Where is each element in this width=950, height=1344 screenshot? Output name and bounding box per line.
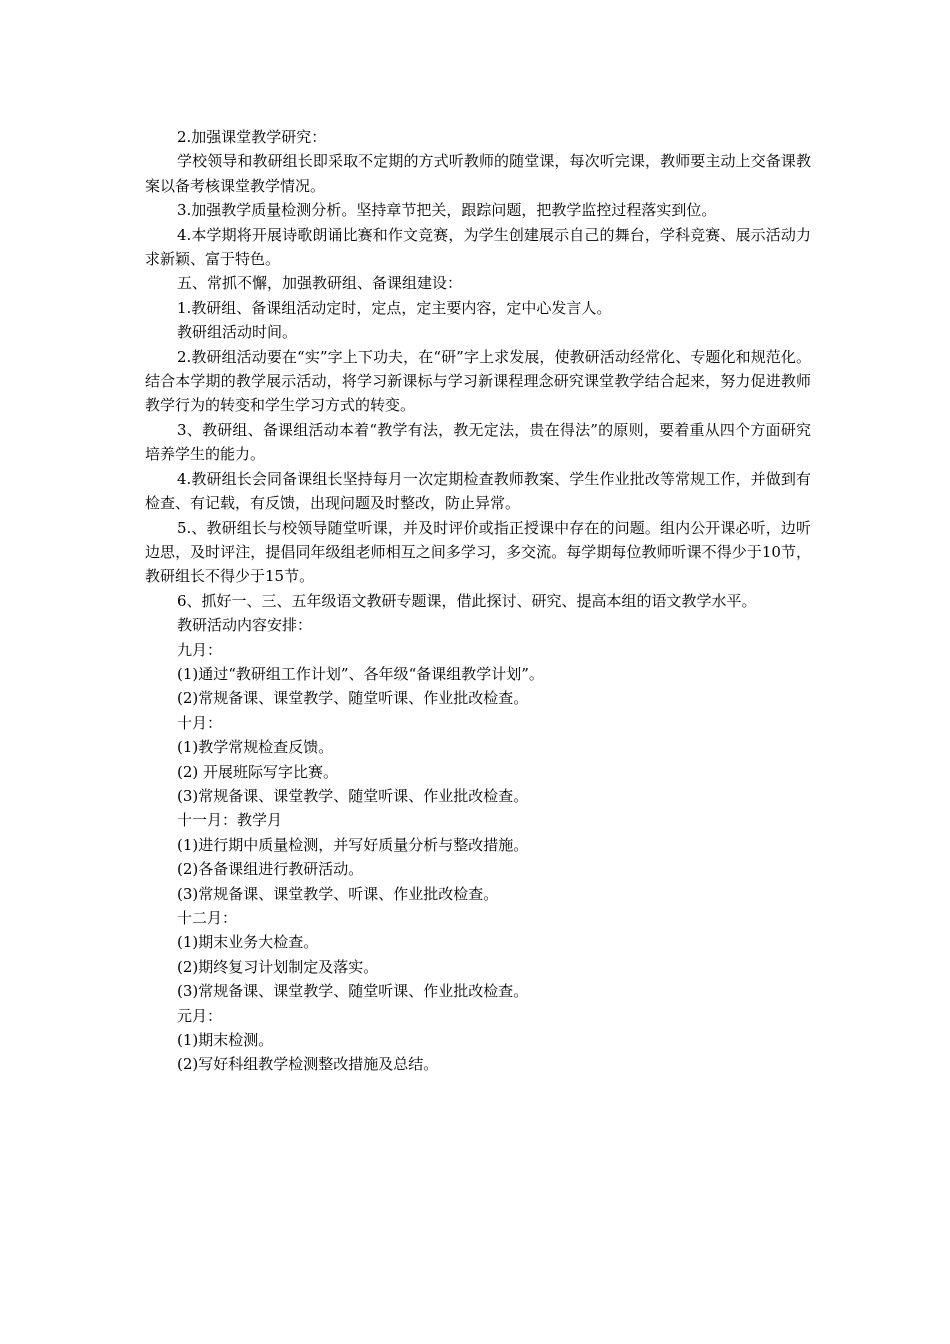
month-heading: 元月： <box>177 1006 223 1025</box>
body-paragraph: 4.教研组长会同备课组长坚持每月一次定期检查教师教案、学生作业批改等常规工作，并做到有检查、有记载，有反馈，出现问题及时整改，防止异常。 <box>145 469 811 513</box>
month-heading: 九月： <box>177 640 223 659</box>
body-paragraph: 5.、教研组长与校领导随堂听课，并及时评价或指正授课中存在的问题。组内公开课必听，边听边思，及时评注，提倡同年级组老师相互之间多学习，多交流。每学期每位教师听课不得少于10节，教研组长不得少于15节。 <box>145 518 811 586</box>
schedule-item: (2) 开展班际写字比赛。 <box>177 762 339 781</box>
schedule-item: (1)通过“教研组工作计划”、各年级“备课组教学计划”。 <box>177 664 544 683</box>
schedule-item: (1)进行期中质量检测，并写好质量分析与整改措施。 <box>177 835 529 854</box>
schedule-item: (3)常规备课、课堂教学、听课、作业批改检查。 <box>177 884 499 903</box>
month-heading: 十一月：教学月 <box>177 811 283 830</box>
schedule-item: (2)写好科组教学检测整改措施及总结。 <box>177 1055 439 1074</box>
body-paragraph: 学校领导和教研组长即采取不定期的方式听教师的随堂课，每次听完课，教师要主动上交备课教案以备考核课堂教学情况。 <box>145 152 811 195</box>
month-heading: 十二月： <box>177 909 238 927</box>
schedule-item: (3)常规备课、课堂教学、随堂听课、作业批改检查。 <box>177 786 529 805</box>
body-paragraph: 4.本学期将开展诗歌朗诵比赛和作文竞赛，为学生创建展示自己的舞台，学科竞赛、展示活动力求新颖、富于特色。 <box>145 225 811 269</box>
schedule-item: (2)期终复习计划制定及落实。 <box>177 957 379 976</box>
body-paragraph: 2.教研组活动要在“实”字上下功夫，在“研”字上求发展，使教研活动经常化、专题化和规范化。结合本学期的教学展示活动，将学习新课标与学习新课程理念研究课堂教学结合起来，努力促进教师教学行为的转变和学生学习方式的转变。 <box>145 347 811 415</box>
schedule-item: (1)期末业务大检查。 <box>177 933 319 952</box>
document-body <box>145 125 811 1077</box>
month-heading: 十月： <box>177 713 223 732</box>
body-paragraph: 3.加强教学质量检测分析。坚持章节把关，跟踪问题，把教学监控过程落实到位。 <box>177 201 717 220</box>
schedule-item: (2)各备课组进行教研活动。 <box>177 860 364 879</box>
schedule-item: (1)教学常规检查反馈。 <box>177 738 334 757</box>
body-paragraph: 教研组活动时间。 <box>177 323 298 342</box>
section-heading: 五、常抓不懈，加强教研组、备课组建设： <box>177 274 463 293</box>
schedule-item: (3)常规备课、课堂教学、随堂听课、作业批改检查。 <box>177 982 529 1001</box>
schedule-item: (2)常规备课、课堂教学、随堂听课、作业批改检查。 <box>177 689 529 708</box>
body-paragraph: 3、教研组、备课组活动本着“教学有法，教无定法，贵在得法”的原则，要着重从四个方面研究培养学生的能力。 <box>145 420 811 464</box>
body-paragraph: 1.教研组、备课组活动定时，定点，定主要内容，定中心发言人。 <box>177 298 612 317</box>
body-paragraph: 6、抓好一、三、五年级语文教研专题课，借此探讨、研究、提高本组的语文教学水平。 <box>177 591 757 610</box>
section-heading: 2.加强课堂教学研究： <box>177 128 327 146</box>
schedule-heading: 教研活动内容安排： <box>177 616 313 635</box>
schedule-item: (1)期末检测。 <box>177 1031 274 1050</box>
